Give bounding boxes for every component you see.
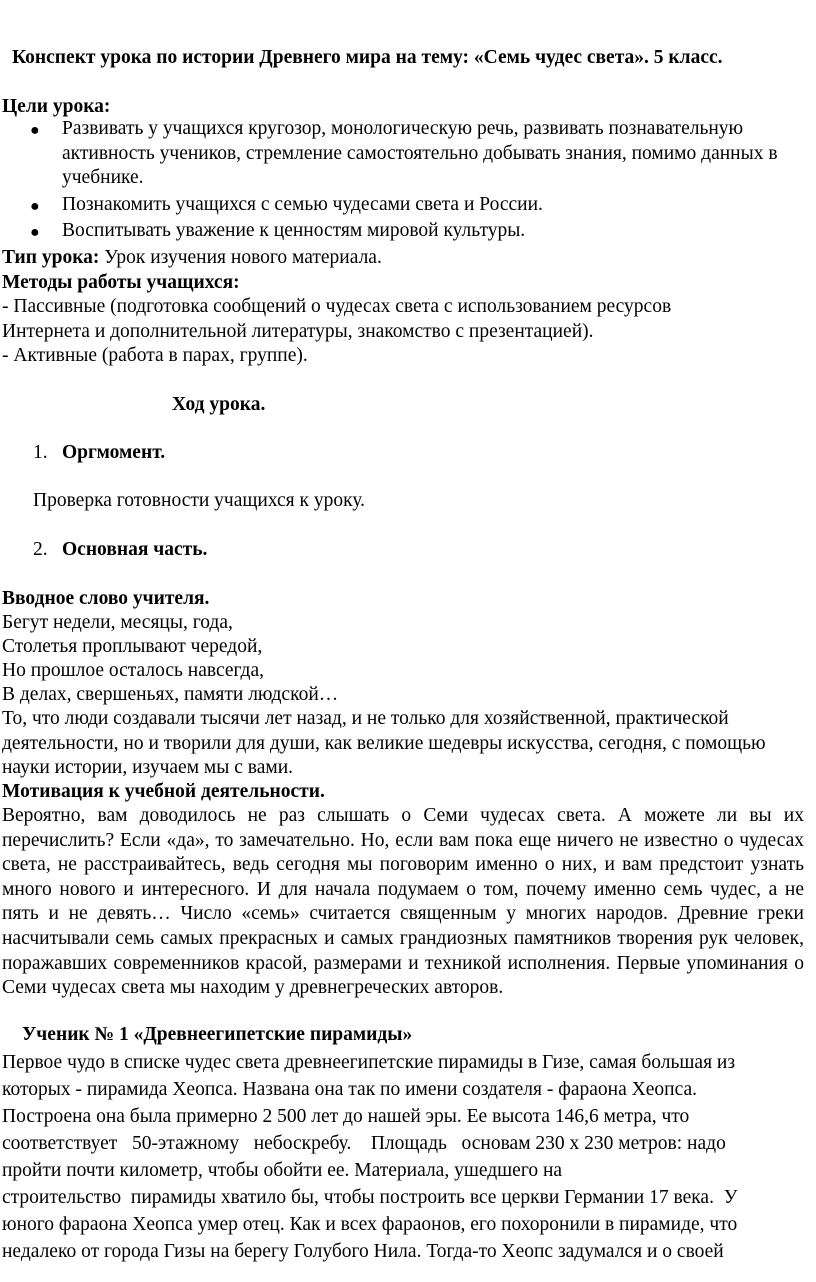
poem-line: В делах, свершеньях, памяти людской… bbox=[2, 684, 339, 705]
intro-text: То, что люди создавали тысячи лет назад, и не только для хозяйственной, практической деятельности, но и творили для души, как великие шедевры искусства, сегодня, с помощью науки истории, изучаем мы с вами. bbox=[2, 708, 766, 779]
student1-line: Построена она была примерно 2 500 лет до нашей эры. Ее высота 146,6 метра, что bbox=[2, 1106, 690, 1127]
document-title: Конспект урока по истории Древнего мира на тему: «Семь чудес света». 5 класс. bbox=[12, 47, 723, 68]
step-number: 2. bbox=[33, 539, 48, 560]
student1-line: соответствует 50-этажному небоскребу. Площадь основам 230 х 230 метров: надо bbox=[2, 1133, 726, 1154]
goal-item: Познакомить учащихся с семью чудесами света и России. bbox=[62, 194, 543, 215]
step1-label: Оргмомент. bbox=[62, 442, 166, 463]
poem-line: Но прошлое осталось навсегда, bbox=[2, 660, 264, 681]
intro-heading: Вводное слово учителя. bbox=[2, 588, 210, 609]
motivation-text: Вероятно, вам доводилось не раз слышать о Семи чудесах света. А можете ли вы их перечислить? Если «да», то замечательно. Но, если вам пока еще ничего не известно о чудесах света, не расстраивайтесь, ведь сегодня мы поговорим именно о них, и вам предстоит узнать много нового и интересного. И для начала подумаем о том, почему именно семь чудес, а не пять и не девять… Число «семь» считается священным у многих народов. Древние греки насчитывали семь самых прекрасных и самых грандиозных памятников творения рук человек, поражавших современников красой, размерами и техникой исполнения. Первые упоминания о Семи чудесах света мы находим у древнегреческих авторов. bbox=[2, 805, 804, 999]
student1-line: юного фараона Хеопса умер отец. Как и всех фараонов, его похоронили в пирамиде, что bbox=[2, 1214, 738, 1235]
motivation-heading: Мотивация к учебной деятельности. bbox=[2, 781, 325, 802]
student1-line: которых - пирамида Хеопса. Названа она так по имени создателя - фараона Хеопса. bbox=[2, 1079, 697, 1100]
course-heading: Ход урока. bbox=[172, 394, 266, 415]
student1-line: Первое чудо в списке чудес света древнеегипетские пирамиды в Гизе, самая большая из bbox=[2, 1052, 736, 1073]
student1-heading: Ученик № 1 «Древнеегипетские пирамиды» bbox=[22, 1024, 413, 1045]
student1-line: недалеко от города Гизы на берегу Голубого Нила. Тогда-то Хеопс задумался и о своей bbox=[2, 1241, 724, 1262]
bullet-icon: ● bbox=[30, 198, 40, 215]
student1-line: пройти почти километр, чтобы обойти ее. Материала, ушедшего на bbox=[2, 1160, 563, 1181]
step2-label: Основная часть. bbox=[62, 539, 208, 560]
methods-passive: - Пассивные (подготовка сообщений о чудесах света с использованием ресурсов Интернета и дополнительной литературы, знакомство с презентацией). bbox=[2, 296, 672, 342]
lesson-type bbox=[2, 246, 382, 271]
methods-heading: Методы работы учащихся: bbox=[2, 272, 240, 293]
poem-line: Столетья проплывают чередой, bbox=[2, 636, 263, 657]
lesson-type-label: Тип урока: bbox=[2, 247, 100, 268]
lesson-type-value: Урок изучения нового материала. bbox=[99, 247, 382, 268]
goal-item: Развивать у учащихся кругозор, монологическую речь, развивать познавательную активность учеников, стремление самостоятельно добывать знания, помимо данных в учебнике. bbox=[62, 118, 778, 189]
methods-active: - Активные (работа в парах, группе). bbox=[2, 345, 308, 366]
student1-line: строительство пирамиды хватило бы, чтобы построить все церкви Германии 17 века. У bbox=[2, 1187, 738, 1208]
poem-line: Бегут недели, месяцы, года, bbox=[2, 612, 233, 633]
bullet-icon: ● bbox=[30, 122, 40, 139]
step-number: 1. bbox=[33, 442, 48, 463]
goals-heading: Цели урока: bbox=[2, 96, 111, 117]
bullet-icon: ● bbox=[30, 224, 40, 241]
step1-text: Проверка готовности учащихся к уроку. bbox=[33, 490, 365, 511]
goal-item: Воспитывать уважение к ценностям мировой культуры. bbox=[62, 220, 526, 241]
